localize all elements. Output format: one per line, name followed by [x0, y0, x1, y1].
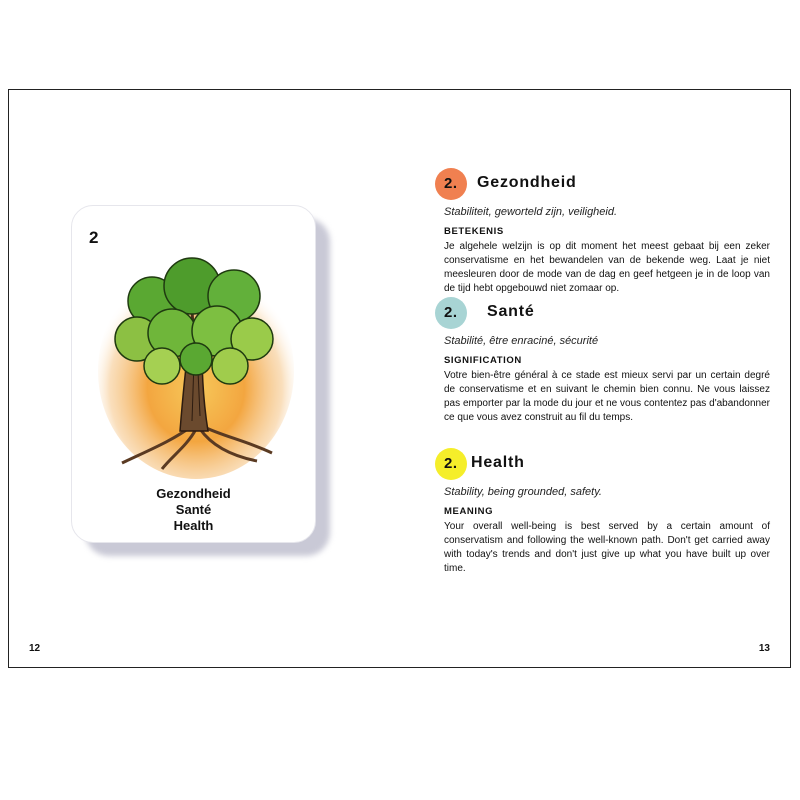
section-number: 2. — [444, 175, 458, 192]
section-body: Votre bien-être général à ce stade est mieux servi par un certain degré de conservatisme et en suivant le chemin bien connu. Ne vous laissez pas emporter par la mode du jour et ne vous contentez pas d'abandonner ce que vous avez construit au fil du temps. — [444, 370, 770, 423]
card-title-nl: Gezondheid — [156, 486, 231, 501]
oracle-card — [71, 205, 316, 543]
page-number-left: 12 — [29, 643, 41, 654]
section-number: 2. — [444, 304, 458, 321]
tree-illustration — [92, 241, 300, 481]
section-body: Your overall well-being is best served by a certain amount of conservatism and following the well-known path. Don't get carried away with today's trends and don't just give up what you have built up over time. — [444, 521, 770, 574]
section-title: Santé — [487, 303, 535, 320]
section-dutch — [435, 168, 770, 296]
section-title: Gezondheid — [477, 174, 577, 191]
card-titles — [72, 486, 315, 534]
section-body: Je algehele welzijn is op dit moment het meest gebaat bij een zeker conservatisme en het bewandelen van de bekende weg. Laat je niet meesleuren door de mode van de dag en geef hetgeen je in de loop van de tijd hebt opgebouwd niet zomaar op. — [444, 241, 770, 294]
section-title: Health — [471, 454, 525, 471]
section-english — [435, 448, 770, 576]
section-heading — [435, 297, 770, 331]
card-number: 2 — [89, 228, 99, 247]
section-subtitle: Stabilité, être enraciné, sécurité — [444, 335, 599, 347]
section-label: BETEKENIS — [444, 226, 504, 237]
section-subtitle: Stability, being grounded, safety. — [444, 486, 602, 498]
section-label: SIGNIFICATION — [444, 355, 522, 366]
card-title-fr: Santé — [175, 502, 212, 517]
page-number-right: 13 — [758, 643, 770, 654]
section-heading — [435, 168, 770, 202]
card-title-en: Health — [173, 518, 214, 533]
section-number: 2. — [444, 455, 458, 472]
section-french — [435, 297, 770, 425]
section-subtitle: Stabiliteit, geworteld zijn, veiligheid. — [444, 206, 618, 218]
section-label: MEANING — [444, 506, 494, 517]
section-heading — [435, 448, 770, 482]
